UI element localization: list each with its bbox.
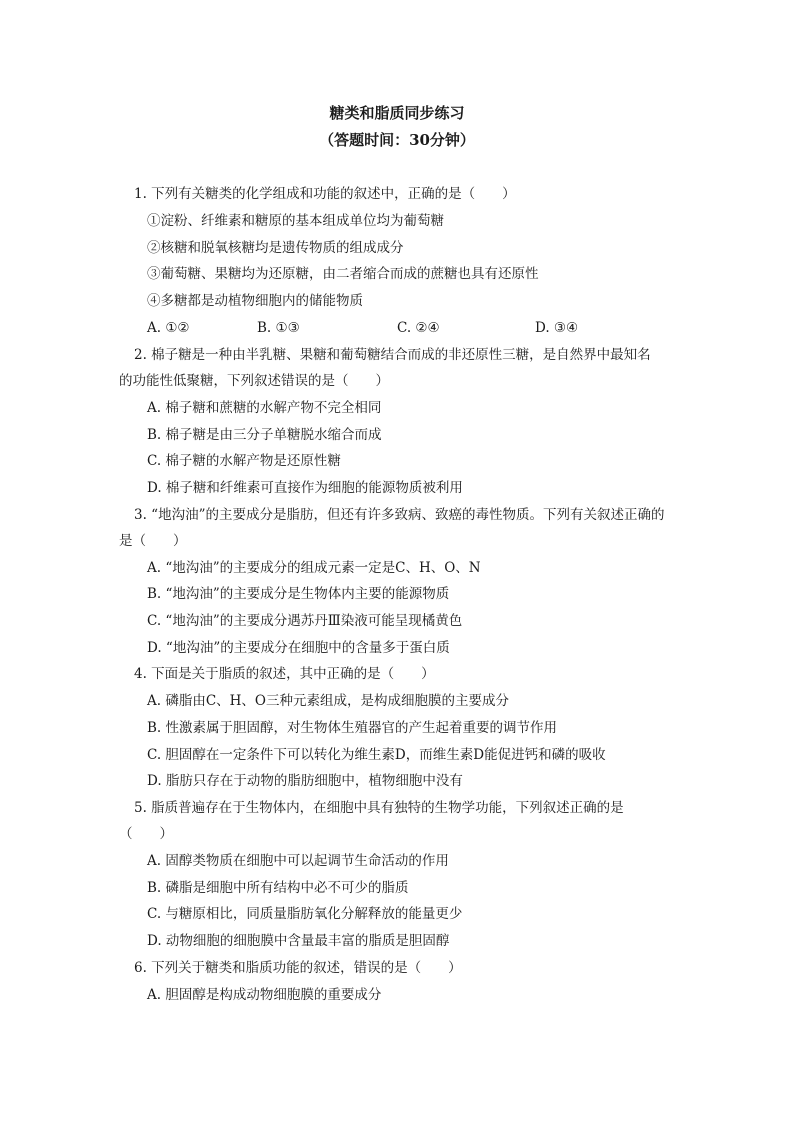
- question-3-option-c: C. “地沟油”的主要成分遇苏丹Ⅲ染液可能呈现橘黄色: [147, 613, 463, 629]
- question-3-option-a: A. “地沟油”的主要成分的组成元素一定是C、H、O、N: [147, 560, 481, 576]
- question-2-stem-line-2: 的功能性低聚糖，下列叙述错误的是（ ）: [119, 373, 389, 389]
- question-3-option-b: B. “地沟油”的主要成分是生物体内主要的能源物质: [147, 586, 450, 602]
- question-4-option-a: A. 磷脂由C、H、O三种元素组成，是构成细胞膜的主要成分: [147, 693, 510, 709]
- question-6-option-a: A. 胆固醇是构成动物细胞膜的重要成分: [147, 987, 382, 1003]
- document-title: 糖类和脂质同步练习: [329, 104, 465, 122]
- question-1-statement-1: ①淀粉、纤维素和糖原的基本组成单位均为葡萄糖: [147, 213, 444, 229]
- question-5-option-b: B. 磷脂是细胞中所有结构中必不可少的脂质: [147, 880, 409, 896]
- question-5-option-d: D. 动物细胞的细胞膜中含量最丰富的脂质是胆固醇: [147, 933, 450, 949]
- question-1-option-c: C. ②④: [397, 320, 440, 336]
- question-1-option-d: D. ③④: [535, 320, 579, 336]
- question-5-stem-line-2: （ ）: [119, 826, 173, 842]
- question-6-stem: 6. 下列关于糖类和脂质功能的叙述，错误的是（ ）: [134, 960, 462, 976]
- question-1-option-a: A. ①②: [147, 320, 190, 336]
- question-2-option-b: B. 棉子糖是由三分子单糖脱水缩合而成: [147, 427, 382, 443]
- question-4-stem: 4. 下面是关于脂质的叙述，其中正确的是（ ）: [134, 666, 435, 682]
- question-4-option-c: C. 胆固醇在一定条件下可以转化为维生素D，而维生素D能促进钙和磷的吸收: [147, 747, 606, 763]
- question-5-option-c: C. 与糖原相比，同质量脂肪氧化分解释放的能量更少: [147, 906, 463, 922]
- question-4-option-d: D. 脂肪只存在于动物的脂肪细胞中，植物细胞中没有: [147, 773, 463, 789]
- question-3-stem-line-1: 3. “地沟油”的主要成分是脂肪，但还有许多致病、致癌的毒性物质。下列有关叙述正确的: [134, 507, 665, 523]
- question-2-option-a: A. 棉子糖和蔗糖的水解产物不完全相同: [147, 400, 382, 416]
- question-3-option-d: D. “地沟油”的主要成分在细胞中的含量多于蛋白质: [147, 640, 450, 656]
- question-4-option-b: B. 性激素属于胆固醇，对生物体生殖器官的产生起着重要的调节作用: [147, 720, 558, 736]
- question-5-stem-line-1: 5. 脂质普遍存在于生物体内，在细胞中具有独特的生物学功能，下列叙述正确的是: [134, 800, 624, 816]
- question-1-option-b: B. ①③: [257, 320, 300, 336]
- question-1-statement-2: ②核糖和脱氧核糖均是遗传物质的组成成分: [147, 240, 404, 256]
- question-3-stem-line-2: 是（ ）: [119, 533, 187, 549]
- document-subtitle: （答题时间：30分钟）: [319, 131, 475, 149]
- question-5-option-a: A. 固醇类物质在细胞中可以起调节生命活动的作用: [147, 853, 449, 869]
- question-1-statement-4: ④多糖都是动植物细胞内的储能物质: [147, 293, 363, 309]
- question-2-option-c: C. 棉子糖的水解产物是还原性糖: [147, 453, 341, 469]
- question-1-statement-3: ③葡萄糖、果糖均为还原糖，由二者缩合而成的蔗糖也具有还原性: [147, 266, 539, 282]
- question-1-stem: 1. 下列有关糖类的化学组成和功能的叙述中，正确的是（ ）: [134, 186, 516, 202]
- question-2-stem-line-1: 2. 棉子糖是一种由半乳糖、果糖和葡萄糖结合而成的非还原性三糖，是自然界中最知名: [134, 347, 651, 363]
- question-2-option-d: D. 棉子糖和纤维素可直接作为细胞的能源物质被利用: [147, 480, 463, 496]
